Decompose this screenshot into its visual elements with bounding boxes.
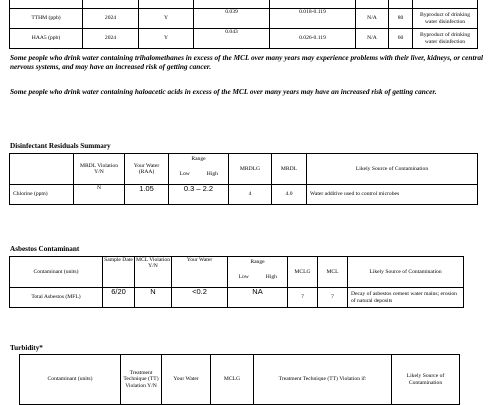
sample-date: 6/20 — [103, 288, 135, 308]
sample-year: 2024 — [83, 29, 139, 49]
header-contaminant: Contaminant (units) — [10, 257, 103, 288]
header-sample-date: Sample Date — [103, 257, 135, 288]
mcl: 60 — [389, 29, 413, 49]
violation: Y — [139, 9, 194, 29]
violation: N — [74, 185, 125, 205]
range: 0.3 – 2.2 — [169, 185, 229, 205]
likely-source: Water additive used to control microbes — [307, 185, 478, 205]
mrdlg: 4 — [229, 185, 272, 205]
contaminant-name: HAA5 (ppb) — [10, 29, 83, 49]
header-tt-violation: Treatment Technique (TT) Violation Y/N — [121, 355, 162, 405]
asbestos-title: Asbestos Contaminant — [10, 245, 80, 253]
tthm-health-note: Some people who drink water containing trihalomethanes in excess of the MCL over many years may experience problems with their liver, kidneys, or central nervous systems, and may have an increased risk of getting cancer. — [10, 53, 484, 72]
header-range: Range Low High — [228, 257, 288, 288]
header-violation: MCL Violation Y/N — [135, 257, 172, 288]
mrdl: 4.0 — [272, 185, 307, 205]
level-detected: 0.043 — [194, 29, 270, 49]
your-water: <0.2 — [172, 288, 228, 308]
header-tt-violation-if: Treatment Technique (TT) Violation if: — [254, 355, 392, 405]
range: NA — [228, 288, 288, 308]
header-range: Range Low High — [169, 154, 229, 185]
table-row — [10, 29, 478, 49]
level-detected: 0.039 — [194, 9, 270, 29]
table-row — [10, 185, 478, 205]
haa-health-note: Some people who drink water containing haloacetic acids in excess of the MCL over many years may have an increased risk of getting cancer. — [10, 87, 437, 96]
mcl: 7 — [318, 288, 348, 308]
range: 0.026-0.119 — [270, 29, 356, 49]
mcl: 80 — [389, 9, 413, 29]
table-row — [10, 288, 464, 308]
header-source: Likely Source of Contamination — [307, 154, 478, 185]
turbidity-title: Turbidity* — [10, 344, 43, 352]
header-contaminant: Contaminant (units) — [20, 355, 121, 405]
table-row — [10, 9, 478, 29]
your-water: 1.05 — [125, 185, 169, 205]
mclg: N/A — [356, 9, 389, 29]
asbestos-table — [9, 256, 464, 308]
header-source: Likely Source of Contamination — [348, 257, 464, 288]
range: 0.018-0.119 — [270, 9, 356, 29]
turbidity-table — [19, 354, 460, 405]
header-mclg: MCLG — [288, 257, 318, 288]
contaminant-name: Total Asbestos (MFL) — [10, 288, 103, 308]
violation: N — [135, 288, 172, 308]
header-mclg: MCLG — [211, 355, 254, 405]
contaminant-name: TTHM (ppb) — [10, 9, 83, 29]
likely-source: Byproduct of drinking water disinfection — [413, 29, 478, 49]
disinfectant-table — [9, 153, 478, 205]
contaminant-table — [9, 0, 478, 49]
header-mrdlg: MRDLG — [229, 154, 272, 185]
header-your-water: Your Water — [172, 257, 228, 288]
header-mcl: MCL — [318, 257, 348, 288]
header-your-water: Your Water (RAA) — [125, 154, 169, 185]
header-your-water: Your Water — [162, 355, 211, 405]
header-source: Likely Source of Contamination — [392, 355, 460, 405]
header-mrdl: MRDL — [272, 154, 307, 185]
likely-source: Decay of asbestos cement water mains; erosion of natural deposits — [348, 288, 464, 308]
header-violation: MRDL Violation Y/N — [74, 154, 125, 185]
residual-name: Chlorine (ppm) — [10, 185, 74, 205]
disinfectant-title: Disinfectant Residuals Summary — [10, 142, 111, 150]
mclg: 7 — [288, 288, 318, 308]
sample-year: 2024 — [83, 9, 139, 29]
likely-source: Byproduct of drinking water disinfection — [413, 9, 478, 29]
violation: Y — [139, 29, 194, 49]
mclg: N/A — [356, 29, 389, 49]
